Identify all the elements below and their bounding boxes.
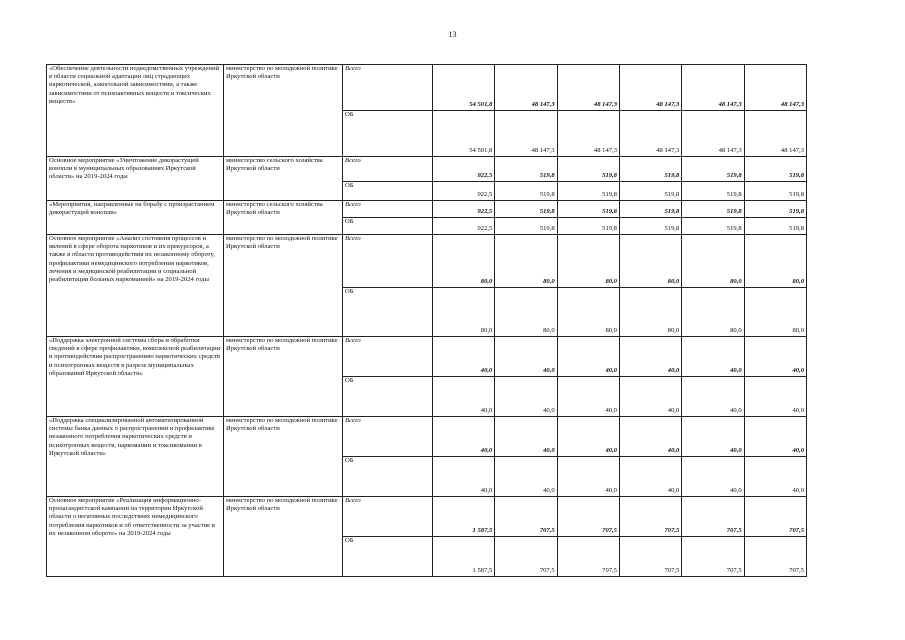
table-row [47,337,807,377]
table-row [47,157,807,182]
responsible-executor: министерство по молодежной политике Иркутской области [224,417,343,497]
page-number: 13 [448,30,457,39]
activity-name: Основное мероприятие «Реализация информационно-пропагандистской кампании на территории Иркутской области о негативных последствиях немедицинского потребления наркотиков и об ответственности за участие в их незаконном обороте» на 2019-2024 годы [47,497,224,577]
amount-total-cell: 40,0 [682,337,744,377]
activity-name: Основное мероприятие «Уничтожение дикорастущей конопли в муниципальных образованиях Иркутской области» на 2019-2024 годы [47,157,224,201]
amount-ob-cell: 40,0 [619,457,681,497]
amount-total-cell: 40,0 [619,337,681,377]
amount-total-cell: 40,0 [495,417,557,457]
amount-total-cell: 80,0 [619,235,681,288]
amount-ob-cell: 40,0 [495,457,557,497]
funding-source-total: Всего [343,417,433,457]
activity-name: Основное мероприятие «Анализ состояния процессов и явлений в сфере оборота наркотиков и их прекурсоров, а также в области противодействия их незаконному обороту, профилактики немедицинского потребления наркотиков, лечения и медицинской реабилитации и социальной реабилитации больных наркоманией» на 2019-2024 годы [47,235,224,337]
amount-total-cell: 519,8 [619,201,681,218]
amount-total-cell: 40,0 [433,337,495,377]
amount-ob-cell: 519,8 [744,182,806,201]
amount-ob-cell: 1 587,5 [433,537,495,577]
amount-total-cell: 80,0 [744,235,806,288]
amount-total-cell: 48 147,3 [557,65,619,111]
amount-ob-cell: 48 147,3 [619,111,681,157]
amount-total-cell: 707,5 [744,497,806,537]
amount-ob-cell: 40,0 [682,457,744,497]
amount-ob-cell: 519,8 [619,218,681,235]
amount-ob-cell: 519,8 [495,218,557,235]
amount-total-cell: 80,0 [682,235,744,288]
amount-ob-cell: 40,0 [744,377,806,417]
amount-total-cell: 922,5 [433,157,495,182]
activity-name: «Обеспечение деятельности подведомственных учреждений в области социальной адаптации лиц страдающих наркотической, алкогольной зависимостями, а также зависимостями от психоактивных веществ и токсических веществ» [47,65,224,157]
amount-ob-cell: 707,5 [495,537,557,577]
responsible-executor: министерство по молодежной политике Иркутской области [224,337,343,417]
amount-ob-cell: 519,8 [495,182,557,201]
responsible-executor: министерство по молодежной политике Иркутской области [224,497,343,577]
funding-source-total: Всего [343,497,433,537]
amount-ob-cell: 40,0 [495,377,557,417]
funding-source-total: Всего [343,201,433,218]
activity-name: «Мероприятия, направленные на борьбу с произрастанием дикорастущей конопли» [47,201,224,235]
amount-total-cell: 40,0 [557,417,619,457]
funding-source-ob: ОБ [343,457,433,497]
amount-ob-cell: 80,0 [433,288,495,337]
amount-total-cell: 519,8 [744,201,806,218]
amount-ob-cell: 707,5 [619,537,681,577]
amount-total-cell: 707,5 [682,497,744,537]
amount-total-cell: 40,0 [495,337,557,377]
amount-ob-cell: 80,0 [619,288,681,337]
table-row [47,497,807,537]
amount-ob-cell: 519,8 [557,182,619,201]
amount-total-cell: 40,0 [744,417,806,457]
amount-ob-cell: 519,8 [744,218,806,235]
amount-ob-cell: 48 147,3 [557,111,619,157]
amount-total-cell: 48 147,3 [744,65,806,111]
amount-total-cell: 519,8 [682,201,744,218]
table-row [47,65,807,111]
table-row [47,417,807,457]
amount-ob-cell: 80,0 [557,288,619,337]
amount-ob-cell: 519,8 [682,218,744,235]
funding-source-ob: ОБ [343,537,433,577]
amount-total-cell: 519,8 [619,157,681,182]
amount-ob-cell: 40,0 [433,457,495,497]
program-table [46,64,807,577]
amount-total-cell: 80,0 [557,235,619,288]
amount-ob-cell: 40,0 [682,377,744,417]
amount-ob-cell: 519,8 [619,182,681,201]
funding-source-ob: ОБ [343,377,433,417]
amount-total-cell: 519,8 [557,157,619,182]
funding-source-total: Всего [343,337,433,377]
amount-ob-cell: 40,0 [433,377,495,417]
amount-ob-cell: 519,8 [682,182,744,201]
amount-total-cell: 707,5 [495,497,557,537]
amount-total-cell: 40,0 [619,417,681,457]
responsible-executor: министерство по молодежной политике Иркутской области [224,235,343,337]
amount-ob-cell: 40,0 [744,457,806,497]
amount-ob-cell: 80,0 [744,288,806,337]
amount-ob-cell: 48 147,3 [495,111,557,157]
amount-ob-cell: 40,0 [619,377,681,417]
amount-total-cell: 80,0 [433,235,495,288]
amount-ob-cell: 80,0 [495,288,557,337]
amount-ob-cell: 707,5 [682,537,744,577]
amount-total-cell: 80,0 [495,235,557,288]
amount-total-cell: 48 147,3 [682,65,744,111]
amount-ob-cell: 922,5 [433,182,495,201]
amount-total-cell: 40,0 [557,337,619,377]
amount-ob-cell: 48 147,3 [682,111,744,157]
amount-total-cell: 40,0 [744,337,806,377]
funding-source-ob: ОБ [343,111,433,157]
funding-source-total: Всего [343,65,433,111]
responsible-executor: министерство по молодежной политике Иркутской области [224,65,343,157]
table-row [47,235,807,288]
amount-total-cell: 519,8 [495,157,557,182]
funding-source-total: Всего [343,157,433,182]
amount-ob-cell: 519,8 [557,218,619,235]
amount-total-cell: 48 147,3 [619,65,681,111]
amount-total-cell: 922,5 [433,201,495,218]
amount-total-cell: 48 147,3 [495,65,557,111]
amount-total-cell: 40,0 [682,417,744,457]
table-row [47,201,807,218]
amount-total-cell: 707,5 [557,497,619,537]
amount-ob-cell: 54 501,8 [433,111,495,157]
amount-ob-cell: 707,5 [557,537,619,577]
funding-source-ob: ОБ [343,218,433,235]
funding-source-ob: ОБ [343,288,433,337]
amount-total-cell: 519,8 [557,201,619,218]
amount-ob-cell: 40,0 [557,377,619,417]
responsible-executor: министерство сельского хозяйства Иркутской области [224,157,343,201]
amount-total-cell: 40,0 [433,417,495,457]
amount-ob-cell: 922,5 [433,218,495,235]
amount-total-cell: 707,5 [619,497,681,537]
amount-total-cell: 519,8 [495,201,557,218]
amount-total-cell: 54 501,8 [433,65,495,111]
funding-source-ob: ОБ [343,182,433,201]
responsible-executor: министерство сельского хозяйства Иркутской области [224,201,343,235]
amount-ob-cell: 80,0 [682,288,744,337]
amount-ob-cell: 40,0 [557,457,619,497]
amount-total-cell: 519,8 [744,157,806,182]
amount-total-cell: 519,8 [682,157,744,182]
activity-name: «Поддержка электронной системы сбора и обработки сведений в сфере профилактики, комплексной реабилитации и противодействия распространению наркотических средств и психотропных веществ в разрезе муниципальных образований Иркутской области» [47,337,224,417]
amount-ob-cell: 48 147,3 [744,111,806,157]
amount-ob-cell: 707,5 [744,537,806,577]
amount-total-cell: 1 587,5 [433,497,495,537]
activity-name: «Поддержка специализированной автоматизированной системы банка данных о распространении и профилактике незаконного потребления наркотических средств и психотропных веществ, наркомании и токсикомании в Иркутской области» [47,417,224,497]
funding-source-total: Всего [343,235,433,288]
